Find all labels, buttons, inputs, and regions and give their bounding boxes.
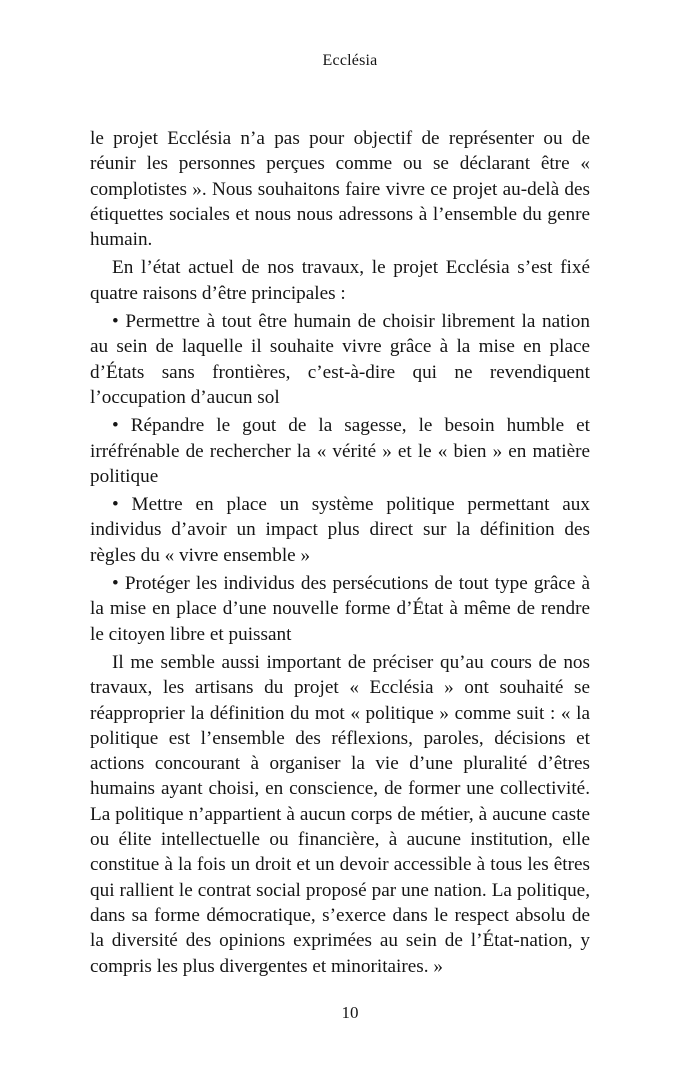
paragraph-2: En l’état actuel de nos travaux, le projet Ecclésia s’est fixé quatre raisons d’être principales : bbox=[90, 257, 590, 304]
body-text bbox=[90, 126, 590, 982]
bullet-item-4: • Protéger les individus des persécutions de tout type grâce à la mise en place d’une nouvelle forme d’État à même de rendre le citoyen libre et puissant bbox=[90, 573, 590, 645]
bullet-item-1: • Permettre à tout être humain de choisir librement la nation au sein de laquelle il souhaite vivre grâce à la mise en place d’États sans frontières, c’est-à-dire qui ne revendiquent l’occupation d’aucun sol bbox=[90, 311, 590, 408]
page-number: 10 bbox=[341, 1003, 359, 1022]
bullet-item-2: • Répandre le gout de la sagesse, le besoin humble et irréfrénable de rechercher la « vérité » et le « bien » en matière politique bbox=[90, 415, 590, 487]
bullet-item-3: • Mettre en place un système politique permettant aux individus d’avoir un impact plus direct sur la définition des règles du « vivre ensemble » bbox=[90, 494, 590, 566]
paragraph-1: le projet Ecclésia n’a pas pour objectif de représenter ou de réunir les personnes perçues comme ou se déclarant être « complotistes ». Nous souhaitons faire vivre ce projet au-delà des étiquettes sociales et nous nous adressons à l’ensemble du genre humain. bbox=[90, 128, 590, 251]
paragraph-3: Il me semble aussi important de préciser qu’au cours de nos travaux, les artisans du projet « Ecclésia » ont souhaité se réapproprier la définition du mot « politique » comme suit : « la politique est l’ensemble des réflexions, paroles, décisions et actions concourant à organiser la vie d’une pluralité d’êtres humains ayant choisi, en conscience, de former une collectivité. La politique n’appartient à aucun corps de métier, à aucune caste ou élite intellectuelle ou financière, à aucune institution, elle constitue à la fois un droit et un devoir accessible à tous les êtres qui rallient le contrat social proposé par une nation. La politique, dans sa forme démocratique, s’exerce dans le respect absolu de la diversité des opinions exprimées au sein de l’État-nation, y compris les plus divergentes et minoritaires. » bbox=[90, 651, 590, 977]
running-title: Ecclésia bbox=[322, 52, 378, 69]
